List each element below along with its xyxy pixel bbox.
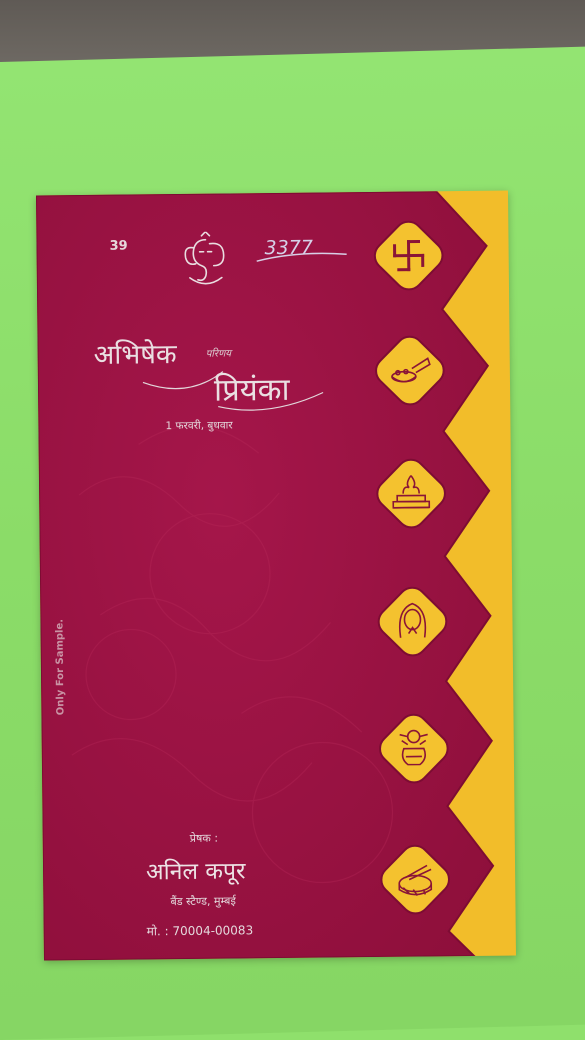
sender-name: अनिल कपूर (145, 858, 246, 886)
sender-address: बैंड स्टैण्ड, मुम्बई (170, 894, 236, 909)
swastik-icon (366, 213, 451, 298)
kalash-icon (371, 706, 456, 791)
ganesha-icon (179, 231, 232, 294)
bride-veil-icon (370, 579, 455, 664)
weds-text: परिणय (205, 348, 232, 360)
card-number: 39 (109, 238, 128, 254)
dholak-icon (373, 837, 458, 922)
groom-name: अभिषेक (93, 339, 177, 371)
handwritten-serial: 3377 (264, 236, 314, 260)
wedding-date: 1 फरवरी, बुधवार (165, 419, 233, 433)
sender-mobile: मो. : 70004-00083 (146, 923, 254, 939)
sample-watermark: Only For Sample. (54, 618, 67, 716)
invitation-card (36, 191, 516, 961)
bride-name: प्रियंका (213, 371, 290, 409)
sender-label: प्रेषक : (189, 831, 219, 845)
havan-kund-icon (369, 451, 454, 536)
haldi-icon (367, 328, 452, 413)
